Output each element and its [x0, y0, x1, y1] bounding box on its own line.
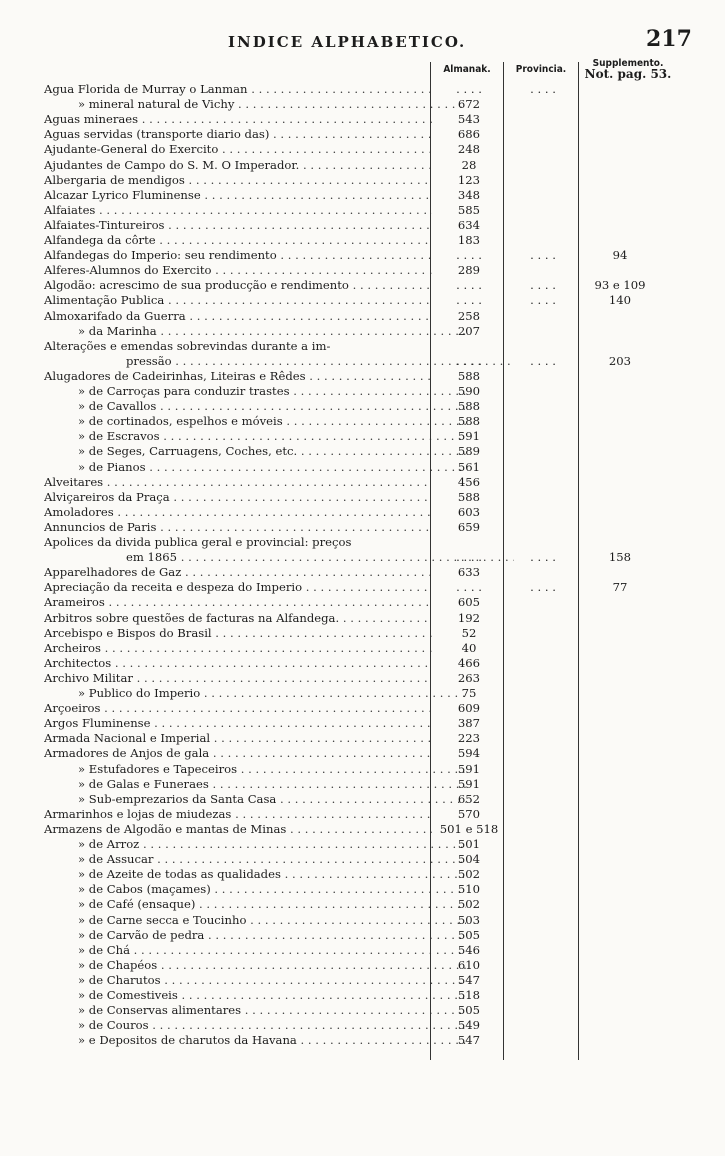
- entry-supplemento-page: 140: [608, 293, 632, 308]
- entry-label: » de Carvão de pedra . . .: [44, 928, 466, 943]
- entry-provincia-page: . . . .: [530, 580, 556, 595]
- entry-almanak-page: 609: [457, 701, 481, 716]
- index-entry: [44, 278, 720, 293]
- index-entry: [44, 1033, 720, 1048]
- entry-label: Agua Florida de Murray o Lanman . . .: [44, 82, 432, 97]
- entry-almanak-page: 348: [457, 187, 481, 202]
- index-entry: [44, 1003, 720, 1018]
- index-entry: [44, 203, 720, 218]
- entry-almanak-page: 591: [457, 429, 481, 444]
- entry-label: » de Café (ensaque) . . .: [44, 897, 466, 912]
- index-entry: [44, 822, 720, 837]
- index-entry: [44, 943, 720, 958]
- entry-label: Alfandega da côrte . . .: [44, 233, 432, 248]
- entry-almanak-page: 207: [457, 323, 481, 338]
- entry-supplemento-page: 158: [608, 550, 632, 565]
- entry-almanak-page: . . . .: [456, 248, 482, 263]
- entry-almanak-page: 594: [457, 746, 481, 761]
- index-entry: [44, 369, 720, 384]
- entry-almanak-page: 585: [457, 202, 481, 217]
- entry-label: Alfaiates-Tintureiros . . .: [44, 218, 432, 233]
- entry-almanak-page: 610: [457, 957, 481, 972]
- entry-label: Arçoeiros . . .: [44, 701, 432, 716]
- entry-almanak-page: 192: [457, 610, 481, 625]
- index-entry: [44, 641, 720, 656]
- index-entry: [44, 475, 720, 490]
- entry-almanak-page: 588: [457, 368, 481, 383]
- index-entry: [44, 611, 720, 626]
- entry-almanak-page: 547: [457, 972, 481, 987]
- entry-label: Alveitares . . .: [44, 475, 432, 490]
- entry-label: Aguas servidas (transporte diario das) . . .: [44, 127, 432, 142]
- entry-label: Alugadores de Cadeirinhas, Liteiras e Rêdes . . .: [44, 369, 432, 384]
- entry-almanak-page: 659: [457, 519, 481, 534]
- entry-label: Ajudantes de Campo do S. M. O Imperador. . . .: [44, 158, 432, 173]
- entry-almanak-page: 634: [457, 217, 481, 232]
- entry-almanak-page: 549: [457, 1018, 481, 1033]
- index-entry: [44, 460, 720, 475]
- entry-supplemento-page: 93 e 109: [594, 278, 646, 293]
- column-header-supplemento: [580, 58, 676, 80]
- entry-label: » Sub-emprezarios da Santa Casa . . .: [44, 792, 466, 807]
- index-entry: [44, 837, 720, 852]
- entry-label: Amoladores . . .: [44, 505, 432, 520]
- entry-label: » Estufadores e Tapeceiros . . .: [44, 762, 466, 777]
- entry-almanak-page: 505: [457, 1003, 481, 1018]
- column-header-almanak: Almanak.: [443, 64, 491, 75]
- entry-label: Alcazar Lyrico Fluminense . . .: [44, 188, 432, 203]
- entry-almanak-page: . . . .: [456, 353, 482, 368]
- entry-almanak-page: 28: [461, 157, 477, 172]
- entry-almanak-page: 248: [457, 142, 481, 157]
- entry-label: » de Chá . . .: [44, 943, 466, 958]
- index-entry: [44, 958, 720, 973]
- entry-provincia-page: . . . .: [530, 293, 556, 308]
- index-entry: [44, 550, 720, 565]
- entry-label: » de Assucar . . .: [44, 852, 466, 867]
- entry-label: Aguas mineraes . . .: [44, 112, 432, 127]
- entry-label: Argos Fluminense . . .: [44, 716, 432, 731]
- index-entry: [44, 671, 720, 686]
- entry-almanak-page: 589: [457, 444, 481, 459]
- page-number: 217: [646, 26, 692, 52]
- entry-almanak-page: 591: [457, 761, 481, 776]
- entry-label: Architectos . . .: [44, 656, 432, 671]
- entry-almanak-page: 504: [457, 852, 481, 867]
- entry-provincia-page: . . . .: [530, 248, 556, 263]
- entry-label: Alimentação Publica . . .: [44, 293, 432, 308]
- entry-almanak-page: . . . .: [456, 82, 482, 96]
- index-entry: [44, 716, 720, 731]
- entry-label: Ajudante-General do Exercito . . .: [44, 142, 432, 157]
- entry-label: » da Marinha . . .: [44, 324, 466, 339]
- entry-label: » de cortinados, espelhos e móveis . . .: [44, 414, 466, 429]
- index-entry: [44, 973, 720, 988]
- entry-label: » de Seges, Carruagens, Coches, etc. . . .: [44, 444, 466, 459]
- entry-almanak-page: 52: [461, 625, 477, 640]
- entry-almanak-page: 633: [457, 565, 481, 580]
- entry-almanak-page: 501: [457, 837, 481, 851]
- index-entry: [44, 913, 720, 928]
- entry-label: Alviçareiros da Praça . . .: [44, 490, 432, 505]
- entry-label: Algodão: acrescimo de sua producção e rendimento . . .: [44, 278, 432, 293]
- index-entry: [44, 807, 720, 822]
- index-entry: [44, 444, 720, 459]
- entry-almanak-page: 456: [457, 474, 481, 489]
- entry-label: » Publico do Imperio . . .: [44, 686, 466, 701]
- entry-almanak-page: . . . .: [456, 580, 482, 595]
- entry-label: Armada Nacional e Imperial . . .: [44, 731, 432, 746]
- index-entry: [44, 188, 720, 203]
- entry-almanak-page: 289: [457, 263, 481, 278]
- index-entry: [44, 626, 720, 641]
- index-entry: [44, 490, 720, 505]
- entry-label: Alferes-Alumnos do Exercito . . .: [44, 263, 432, 278]
- index-entry: [44, 762, 720, 777]
- index-entry: [44, 293, 720, 308]
- index-entry: [44, 701, 720, 716]
- index-entry: [44, 127, 720, 142]
- entry-almanak-page: 503: [457, 912, 481, 927]
- entry-almanak-page: 570: [457, 806, 481, 821]
- entry-label: Alfandegas do Imperio: seu rendimento . . .: [44, 248, 432, 263]
- entry-almanak-page: 652: [457, 791, 481, 806]
- entry-label: Alterações e emendas sobrevindas durante a im-: [44, 338, 331, 353]
- entry-label: » de Comestiveis . . .: [44, 988, 466, 1003]
- index-entry: [44, 1018, 720, 1033]
- entry-label: » de Charutos . . .: [44, 973, 466, 988]
- entry-label: » de Cabos (maçames) . . .: [44, 882, 466, 897]
- column-header-provincia: Provincia.: [515, 64, 567, 75]
- entry-provincia-page: . . . .: [530, 353, 556, 368]
- index-entry: [44, 354, 720, 369]
- index-entry: [44, 324, 720, 339]
- entry-label: Apparelhadores de Gaz . . .: [44, 565, 432, 580]
- entry-almanak-page: 588: [457, 414, 481, 429]
- index-entry: [44, 429, 720, 444]
- entry-label: Archeiros . . .: [44, 641, 432, 656]
- index-entry: [44, 233, 720, 248]
- entry-label: » de Azeite de todas as qualidades . . .: [44, 867, 466, 882]
- page-title: INDICE ALPHABETICO.: [228, 33, 467, 51]
- index-entry: [44, 988, 720, 1003]
- entry-label: em 1865 . . .: [44, 550, 514, 565]
- index-entry: [44, 777, 720, 792]
- entry-almanak-page: . . . .: [456, 550, 482, 565]
- column-header-supplemento-line1: Supplemento.: [592, 58, 664, 69]
- index-entry: [44, 928, 720, 943]
- index-entry: [44, 731, 720, 746]
- index-entry: [44, 339, 720, 354]
- index-entry: [44, 520, 720, 535]
- entry-label: Almoxarifado da Guerra . . .: [44, 309, 432, 324]
- entry-almanak-page: 547: [457, 1033, 481, 1048]
- index-entry: [44, 414, 720, 429]
- entry-label: » de Escravos . . .: [44, 429, 466, 444]
- entry-almanak-page: 466: [457, 655, 481, 670]
- index-entry: [44, 218, 720, 233]
- index-entry: [44, 112, 720, 127]
- index-entry: [44, 580, 720, 595]
- entry-provincia-page: . . . .: [530, 550, 556, 565]
- index-entry: [44, 535, 720, 550]
- entry-almanak-page: 387: [457, 716, 481, 731]
- entry-label: » mineral natural de Vichy . . .: [44, 97, 466, 112]
- index-entry: [44, 158, 720, 173]
- index-entry: [44, 399, 720, 414]
- entry-almanak-page: 183: [457, 233, 481, 247]
- entry-label: Annuncios de Paris . . .: [44, 520, 432, 535]
- entry-almanak-page: 502: [457, 867, 481, 882]
- index-entry: [44, 595, 720, 610]
- entry-label: Arcebispo e Bispos do Brasil . . .: [44, 626, 432, 641]
- entry-label: » de Chapéos . . .: [44, 958, 466, 973]
- index-entry: [44, 263, 720, 278]
- entry-provincia-page: . . . .: [530, 82, 556, 96]
- entry-label: Alfaiates . . .: [44, 203, 432, 218]
- entry-label: Apolices da divida publica geral e provincial: preços: [44, 535, 352, 549]
- entry-label: Armazens de Algodão e mantas de Minas . . .: [44, 822, 432, 837]
- entry-almanak-page: 672: [457, 97, 481, 112]
- entry-almanak-page: 590: [457, 384, 481, 398]
- entry-almanak-page: 510: [457, 882, 481, 897]
- entry-label: Apreciação da receita e despeza do Imperio . . .: [44, 580, 432, 595]
- entry-almanak-page: 223: [457, 731, 481, 746]
- entry-label: Archivo Militar . . .: [44, 671, 432, 686]
- entry-label: » de Pianos . . .: [44, 460, 466, 475]
- entry-label: Arameiros . . .: [44, 595, 432, 610]
- index-entry: [44, 82, 720, 97]
- index-entry: [44, 505, 720, 520]
- entry-almanak-page: 258: [457, 308, 481, 323]
- entry-almanak-page: . . . .: [456, 278, 482, 293]
- entry-almanak-page: 501 e 518: [439, 821, 499, 836]
- entry-label: » de Arroz . . .: [44, 837, 466, 852]
- entry-provincia-page: . . . .: [530, 278, 556, 293]
- entry-almanak-page: 605: [457, 595, 481, 610]
- entry-label: » de Carne secca e Toucinho . . .: [44, 913, 466, 928]
- entry-almanak-page: 543: [457, 112, 481, 127]
- index-entry: [44, 173, 720, 188]
- index-entry: [44, 248, 720, 263]
- index-entry: [44, 867, 720, 882]
- entry-almanak-page: 686: [457, 127, 481, 142]
- entry-label: Armarinhos e lojas de miudezas . . .: [44, 807, 432, 822]
- index-entry: [44, 792, 720, 807]
- entry-almanak-page: 591: [457, 776, 481, 791]
- entry-label: » de Couros . . .: [44, 1018, 466, 1033]
- entry-almanak-page: 588: [457, 399, 481, 414]
- entry-label: Albergaria de mendigos . . .: [44, 173, 432, 188]
- entry-almanak-page: . . . .: [456, 293, 482, 308]
- index-entry: [44, 852, 720, 867]
- entry-almanak-page: 263: [457, 670, 481, 685]
- index-entry: [44, 882, 720, 897]
- index-entry: [44, 656, 720, 671]
- entry-almanak-page: 75: [461, 686, 477, 700]
- index-entry: [44, 686, 720, 701]
- entry-supplemento-page: 94: [612, 248, 628, 263]
- index-entry: [44, 97, 720, 112]
- entry-label: » e Depositos de charutos da Havana . . .: [44, 1033, 466, 1048]
- entry-almanak-page: 603: [457, 504, 481, 519]
- index-entry: [44, 746, 720, 761]
- index-entry: [44, 565, 720, 580]
- entry-almanak-page: 561: [457, 459, 481, 474]
- column-header-supplemento-line2: Not. pag. 53.: [584, 67, 672, 81]
- entry-almanak-page: 518: [457, 988, 481, 1002]
- entry-almanak-page: 505: [457, 927, 481, 942]
- entry-label: » de Galas e Funeraes . . .: [44, 777, 466, 792]
- entry-supplemento-page: 203: [608, 353, 632, 368]
- entry-almanak-page: 502: [457, 897, 481, 912]
- index-entry: [44, 309, 720, 324]
- entry-label: Armadores de Anjos de gala . . .: [44, 746, 432, 761]
- entry-label: » de Conservas alimentares . . .: [44, 1003, 466, 1018]
- index-entry: [44, 384, 720, 399]
- entry-label: » de Cavallos . . .: [44, 399, 466, 414]
- entry-label: pressão . . .: [44, 354, 514, 369]
- entry-supplemento-page: 77: [612, 580, 628, 595]
- entry-almanak-page: 588: [457, 489, 481, 504]
- index-entry: [44, 142, 720, 157]
- entry-almanak-page: 123: [457, 172, 481, 187]
- entry-almanak-page: 40: [461, 640, 477, 655]
- entry-label: Arbitros sobre questões de facturas na Alfandega. . . .: [44, 611, 432, 626]
- entry-label: » de Carroças para conduzir trastes . . .: [44, 384, 466, 399]
- entry-almanak-page: 546: [457, 942, 481, 957]
- index-entry: [44, 897, 720, 912]
